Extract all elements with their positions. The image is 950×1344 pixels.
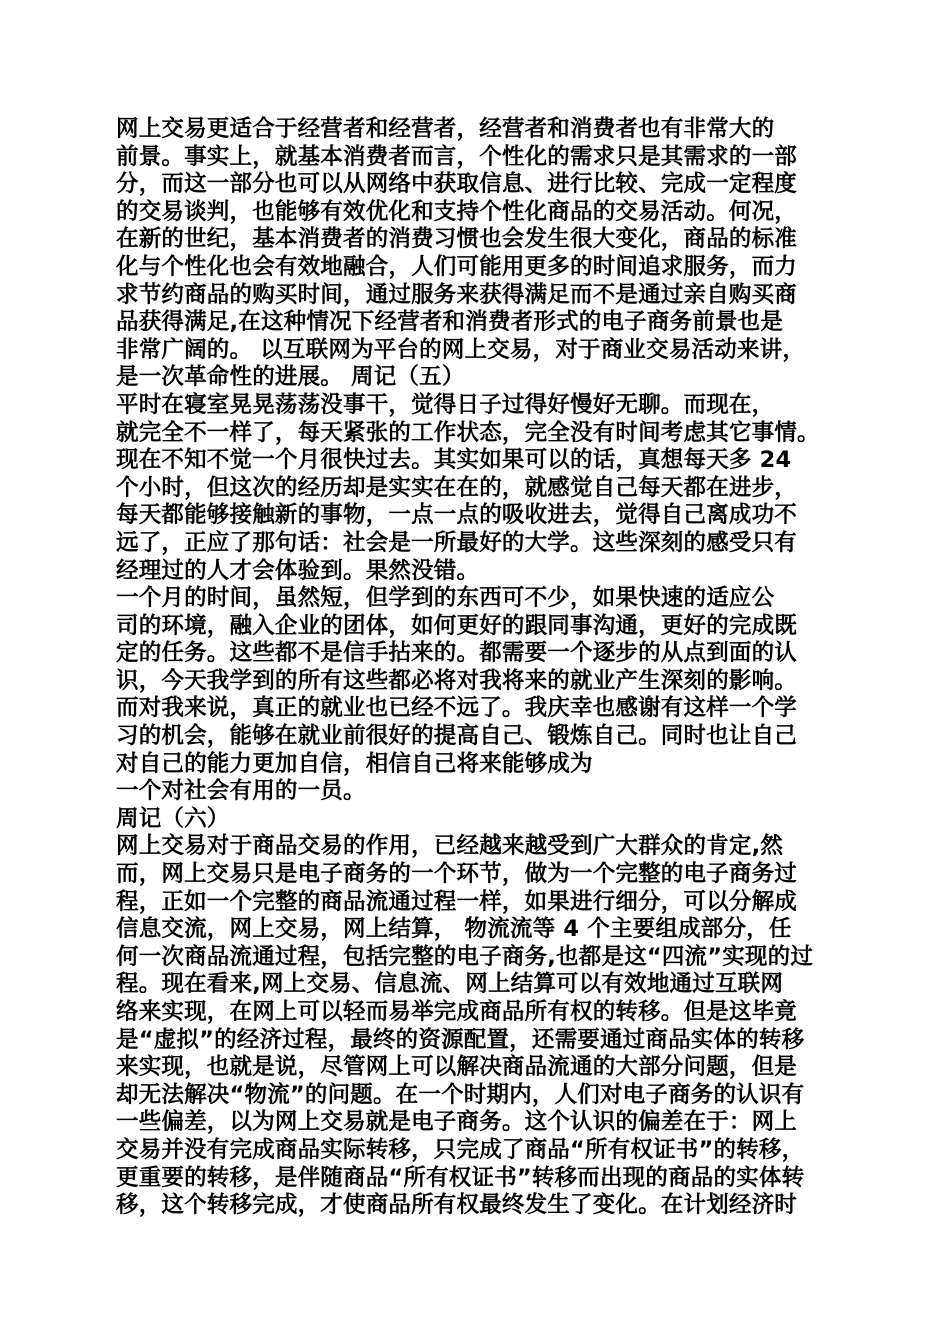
text-line: 何一次商品流通过程，包括完整的电子商务,也都是这“四流”实现的过 (116, 943, 814, 970)
text-line: 在新的世纪，基本消费者的消费习惯也会发生很大变化，商品的标准 (116, 226, 798, 253)
text-line: 而，网上交易只是电子商务的一个环节，做为一个完整的电子商务过 (116, 861, 798, 888)
text-line: 定的任务。这些都不是信手拈来的。都需要一个逐步的从点到面的认 (116, 640, 798, 667)
text-line: 更重要的转移，是伴随商品“所有权证书”转移而出现的商品的实体转 (116, 1164, 805, 1191)
text-line: 一个对社会有用的一员。 (116, 778, 366, 805)
text-line: 来实现，也就是说，尽管网上可以解决商品流通的大部分问题，但是 (116, 1054, 798, 1081)
text-line: 识，今天我学到的所有这些都必将对我将来的就业产生深刻的影响。 (116, 667, 798, 694)
text-line: 求节约商品的购买时间，通过服务来获得满足而不是通过亲自购买商 (116, 281, 798, 308)
text-line: 习的机会，能够在就业前很好的提高自己、锻炼自己。同时也让自己 (116, 723, 798, 750)
text-line: 而对我来说，真正的就业也已经不远了。我庆幸也感谢有这样一个学 (116, 695, 798, 722)
text-line: 司的环境，融入企业的团体，如何更好的跟同事沟通，更好的完成既 (116, 612, 798, 639)
text-line: 的交易谈判，也能够有效优化和支持个性化商品的交易活动。何况， (116, 198, 798, 225)
text-line: 平时在寝室晃晃荡荡没事干，觉得日子过得好慢好无聊。而现在， (116, 391, 775, 418)
text-line: 每天都能够接触新的事物，一点一点的吸收进去，觉得自己离成功不 (116, 502, 798, 529)
text-line: 程。现在看来,网上交易、信息流、网上结算可以有效地通过互联网 (116, 971, 784, 998)
text-line: 非常广阔的。 以互联网为平台的网上交易，对于商业交易活动来讲， (116, 336, 806, 363)
section-heading-line: 是一次革命性的进展。 周记（五） (116, 364, 465, 391)
text-line: 交易并没有完成商品实际转移，只完成了商品“所有权证书”的转移， (116, 1136, 805, 1163)
text-line: 移，这个转移完成，才使商品所有权最终发生了变化。在计划经济时 (116, 1192, 798, 1219)
section-heading-line: 周记（六） (116, 805, 230, 832)
text-line: 经理过的人才会体验到。果然没错。 (116, 557, 480, 584)
text-line: 对自己的能力更加自信，相信自己将来能够成为 (116, 750, 593, 777)
text-line: 前景。事实上，就基本消费者而言，个性化的需求只是其需求的一部 (116, 143, 798, 170)
text-line: 络来实现，在网上可以轻而易举完成商品所有权的转移。但是这毕竟 (116, 999, 798, 1025)
text-line: 化与个性化也会有效地融合，人们可能用更多的时间追求服务，而力 (116, 253, 798, 280)
text-line: 网上交易对于商品交易的作用，已经越来越受到广大群众的肯定,然 (116, 833, 784, 860)
document-body (116, 116, 846, 1220)
text-line: 一个月的时间，虽然短，但学到的东西可不少，如果快速的适应公 (116, 585, 775, 612)
text-line: 一些偏差，以为网上交易就是电子商务。这个认识的偏差在于：网上 (116, 1109, 798, 1136)
text-line: 远了，正应了那句话：社会是一所最好的大学。这些深刻的感受只有 (116, 529, 798, 556)
text-line: 是“虚拟”的经济过程，最终的资源配置，还需要通过商品实体的转移 (116, 1026, 805, 1053)
text-line: 就完全不一样了，每天紧张的工作状态，完全没有时间考虑其它事情。 (116, 419, 820, 446)
text-line: 品获得满足,在这种情况下经营者和消费者形式的电子商务前景也是 (116, 309, 784, 336)
text-line: 却无法解决“物流”的问题。在一个时期内，人们对电子商务的认识有 (116, 1081, 805, 1108)
text-line: 现在不知不觉一个月很快过去。其实如果可以的话，真想每天多 24 (116, 447, 792, 474)
text-line: 程，正如一个完整的商品流通过程一样，如果进行细分，可以分解成 (116, 888, 798, 915)
text-line: 网上交易更适合于经营者和经营者，经营者和消费者也有非常大的 (116, 116, 775, 142)
text-line: 信息交流，网上交易，网上结算， 物流流等 4 个主要组成部分，任 (116, 916, 792, 943)
text-line: 个小时，但这次的经历却是实实在在的，就感觉自己每天都在进步， (116, 474, 798, 501)
text-line: 分，而这一部分也可以从网络中获取信息、进行比较、完成一定程度 (116, 171, 798, 198)
